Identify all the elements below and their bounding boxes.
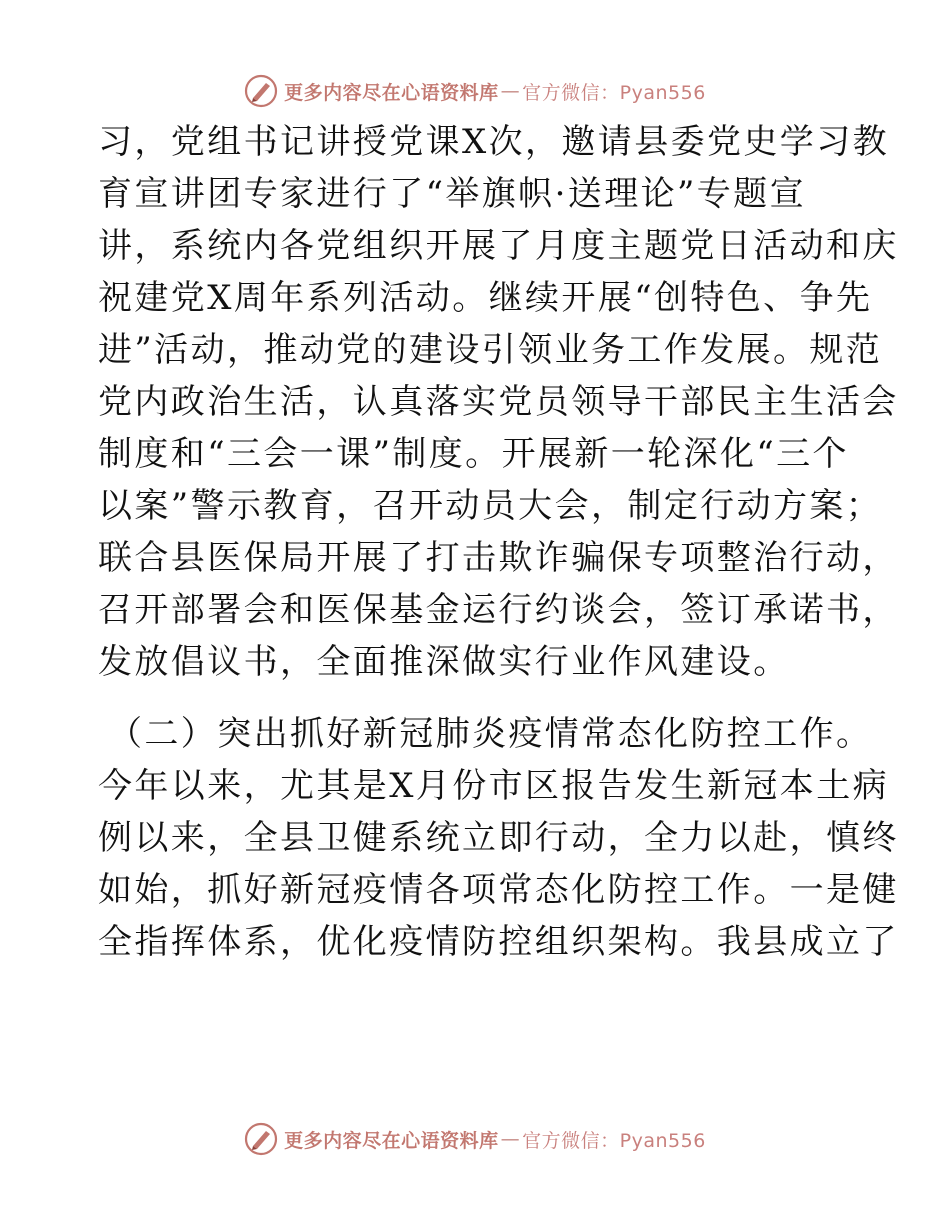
text-line: 召开部署会和医保基金运行约谈会，签订承诺书， xyxy=(98,590,899,630)
text-line: 联合县医保局开展了打击欺诈骗保专项整治行动， xyxy=(98,538,899,578)
header-watermark xyxy=(0,71,950,111)
footer-watermark xyxy=(0,1119,950,1159)
watermark-separator: — xyxy=(500,80,521,102)
watermark-contact: 官方微信：Pyan556 xyxy=(522,81,706,104)
text-line: 全指挥体系，优化疫情防控组织架构。我县成立了 xyxy=(98,922,899,962)
text-line: 例以来，全县卫健系统立即行动，全力以赴，慎终 xyxy=(98,818,899,858)
text-line: 祝建党X周年系列活动。继续开展“创特色、争先 xyxy=(98,278,873,318)
text-line: 发放倡议书，全面推深做实行业作风建设。 xyxy=(98,642,790,682)
watermark-separator: — xyxy=(500,1128,521,1150)
text-line: 今年以来，尤其是X月份市区报告发生新冠本土病 xyxy=(98,766,890,806)
text-line: 讲，系统内各党组织开展了月度主题党日活动和庆 xyxy=(98,226,899,266)
pen-seal-logo-icon xyxy=(244,1122,278,1156)
body-text xyxy=(98,116,899,968)
paragraph-gap xyxy=(98,688,850,708)
text-line: 如始，抓好新冠疫情各项常态化防控工作。一是健 xyxy=(98,870,899,910)
pen-seal-logo-icon xyxy=(244,74,278,108)
watermark-title: 更多内容尽在心语资料库 xyxy=(284,81,499,104)
paragraph-continued xyxy=(98,116,899,688)
text-line: 党内政治生活，认真落实党员领导干部民主生活会 xyxy=(98,382,899,422)
text-line: 进”活动，推动党的建设引领业务工作发展。规范 xyxy=(98,330,883,370)
text-line: 以案”警示教育，召开动员大会，制定行动方案； xyxy=(98,486,883,526)
text-line: 习，党组书记讲授党课X次，邀请县委党史学习教 xyxy=(98,122,890,162)
text-line: 育宣讲团专家进行了“举旗帜·送理论”专题宣 xyxy=(98,174,806,214)
section-heading: （二）突出抓好新冠肺炎疫情常态化防控工作。 xyxy=(108,714,873,754)
watermark-contact: 官方微信：Pyan556 xyxy=(522,1129,706,1152)
paragraph-section-two xyxy=(98,760,899,968)
text-line: 制度和“三会一课”制度。开展新一轮深化“三个 xyxy=(98,434,849,474)
watermark-title: 更多内容尽在心语资料库 xyxy=(284,1129,499,1152)
